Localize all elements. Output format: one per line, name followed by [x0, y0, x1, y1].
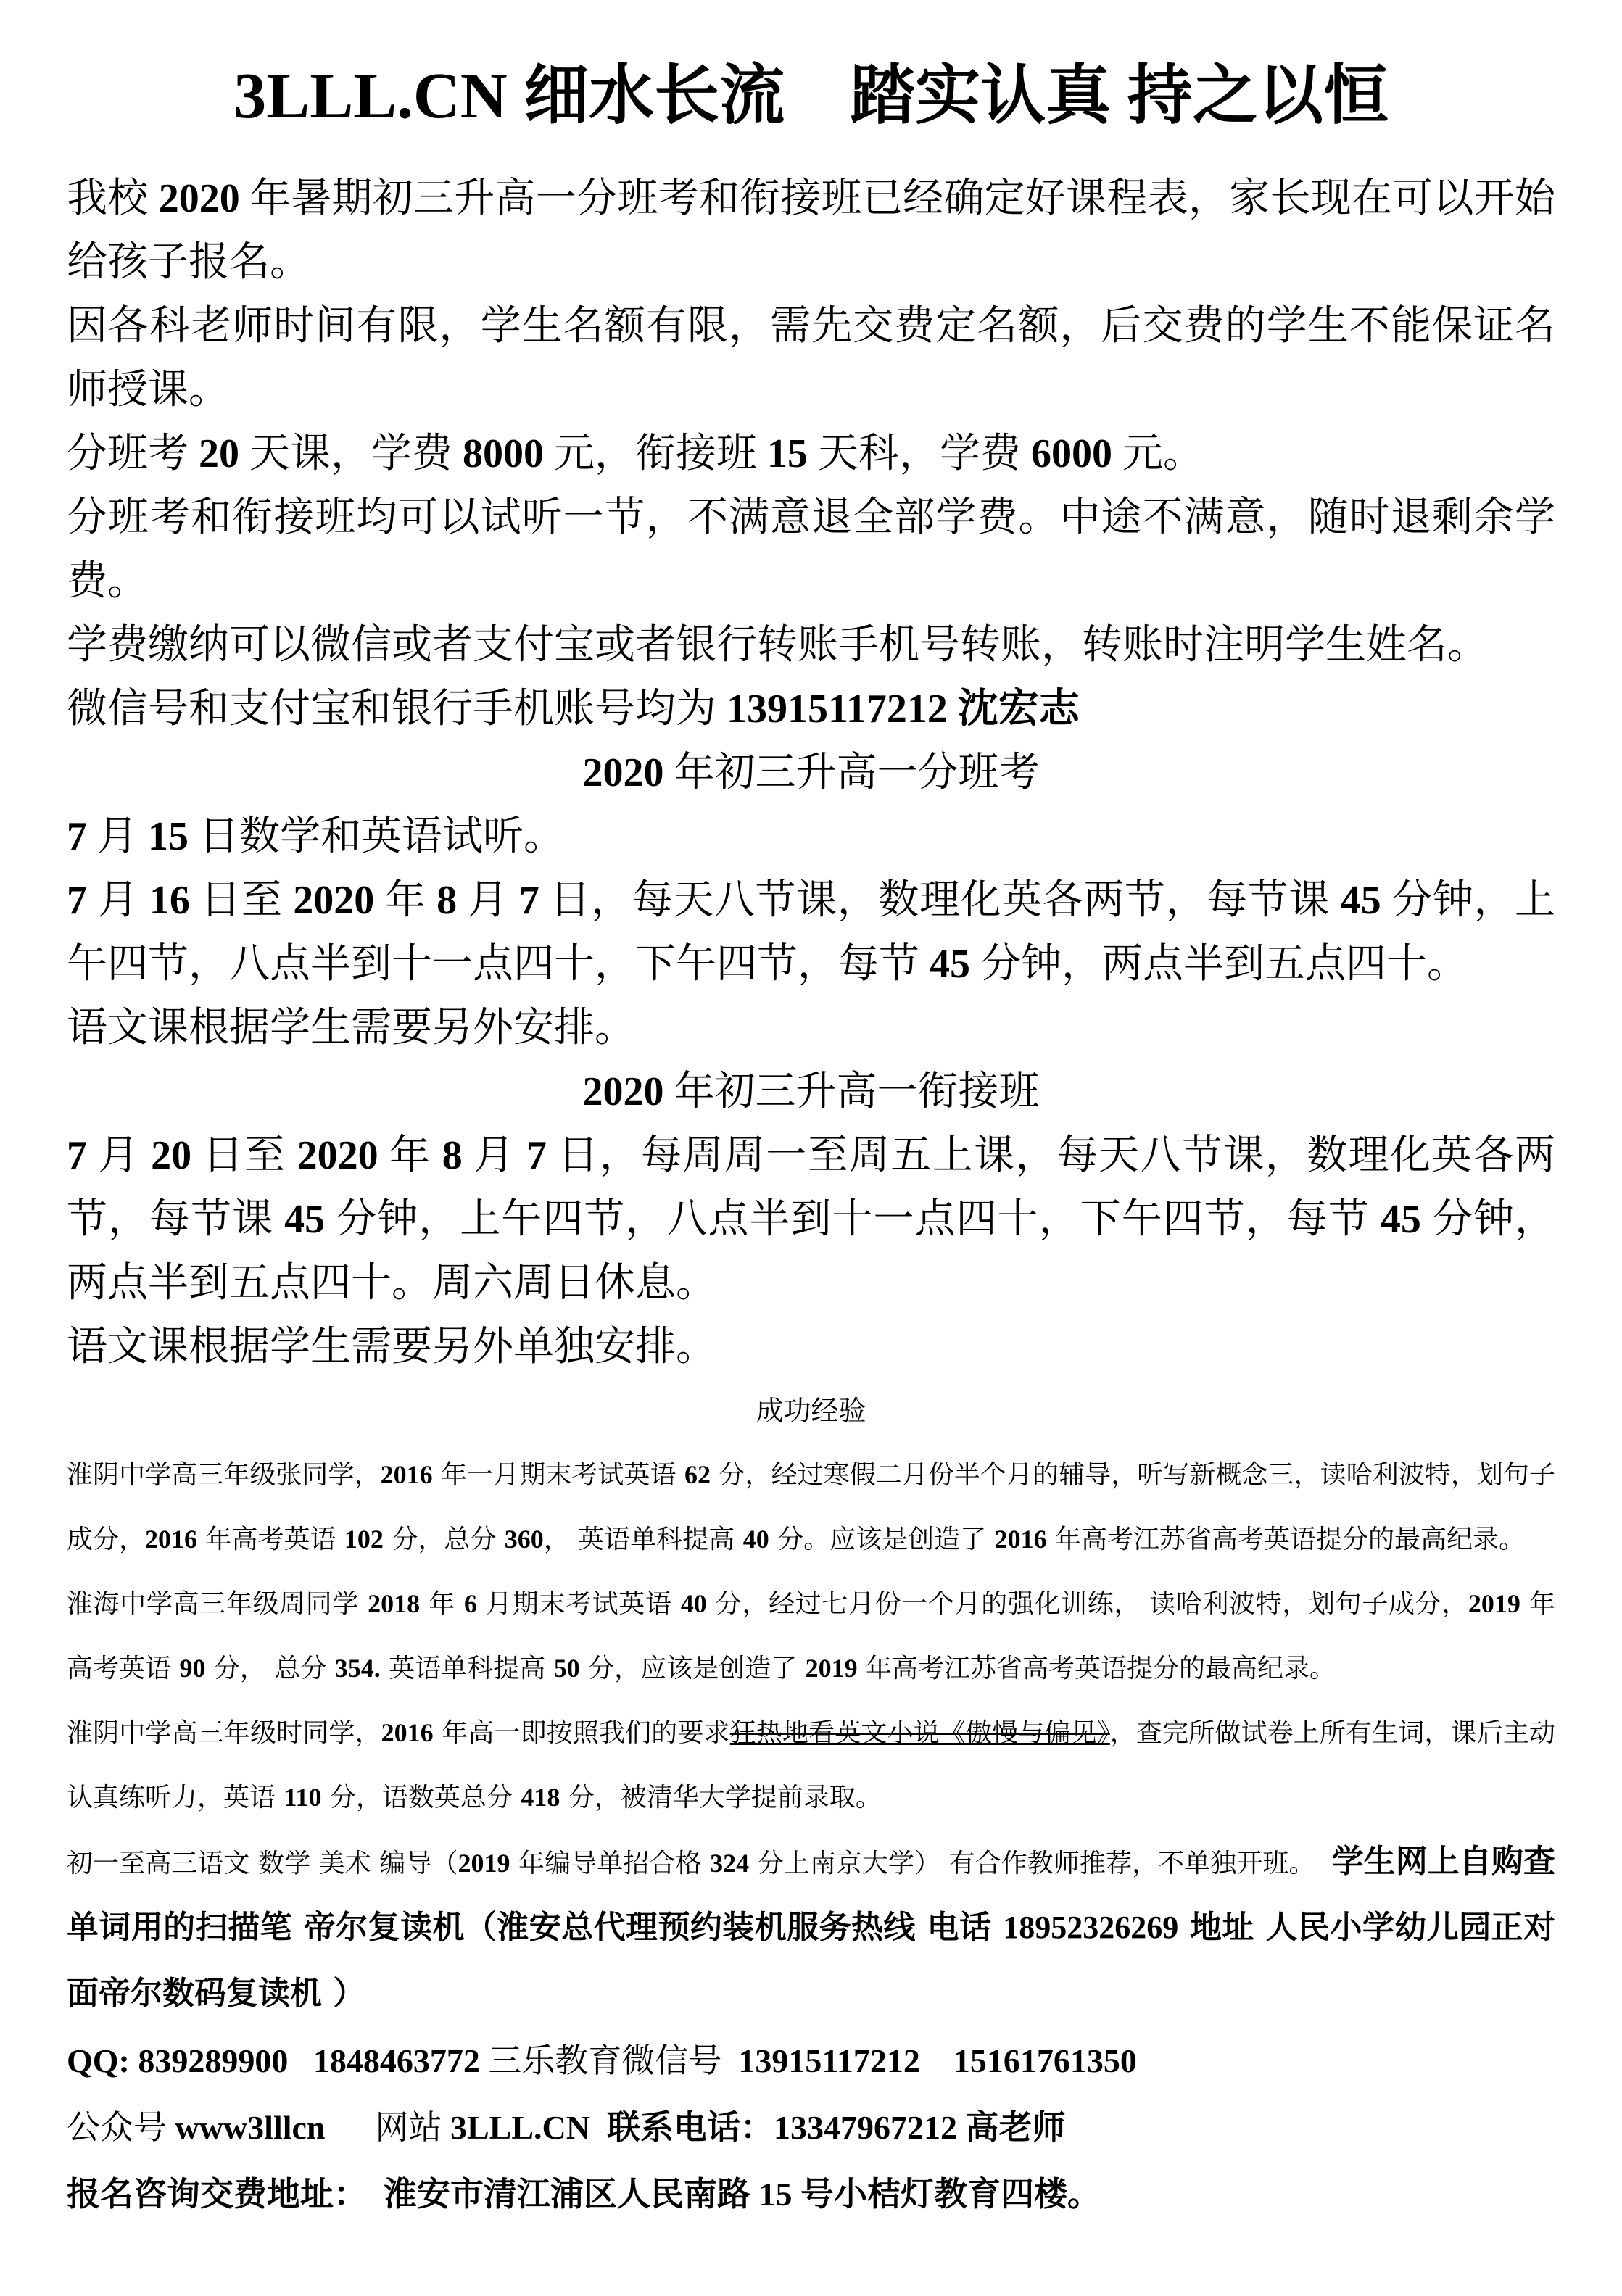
- payment-account-line: [67, 677, 1555, 741]
- courses-scanner-highlight: 学生网上自购查单词用的扫描笔 帝尔复读机（淮安总代理预约装机服务热线 电话 18952326269 地址 人民小学幼儿园正对面帝尔数码复读机 ）: [67, 1843, 1556, 2012]
- placement-exam-chinese-note: 语文课根据学生需要另外安排。: [67, 1006, 635, 1050]
- registration-address-line: 报名咨询交费地址： 淮安市清江浦区人民南路 15 号小桔灯教育四楼。: [67, 2176, 1101, 2213]
- intro-paragraph-quota: 因各科老师时间有限，学生名额有限，需先交费定名额，后交费的学生不能保证名师授课。: [67, 304, 1555, 413]
- success-story-zhang: 淮阴中学高三年级张同学，2016 年一月期末考试英语 62 分，经过寒假二月份半个月的辅导，听写新概念三，读哈利波特，划句子成分，2016 年高考英语 102 分，总分 360， 英语单科提高 40 分。应该是创造了 2016 年高考江苏省高考英语提分的最高纪录。: [67, 1460, 1555, 1554]
- public-account-website: 公众号 www3lllcn 网站 3LLL.CN: [67, 2109, 590, 2146]
- qq-contact-line: QQ: 839289900 1848463772 三乐教育微信号 13915117212 15161761350: [67, 2042, 1137, 2079]
- contact-phone-teacher: 联系电话：13347967212 高老师: [606, 2109, 1066, 2146]
- intro-paragraph-payment-methods: 学费缴纳可以微信或者支付宝或者银行转账手机号转账，转账时注明学生姓名。: [67, 623, 1488, 668]
- intro-paragraph-signup: 我校 2020 年暑期初三升高一分班考和衔接班已经确定好课程表，家长现在可以开始给孩子报名。: [67, 176, 1556, 285]
- public-account-line: [67, 2094, 1555, 2161]
- courses-list: 初一至高三语文 数学 美术 编导（2019 年编导单招合格 324 分上南京大学） 有合作教师推荐，不单独开班。: [67, 1849, 1332, 1878]
- success-heading: 成功经验: [756, 1395, 866, 1427]
- payment-account-prefix: 微信号和支付宝和银行手机账号均为: [67, 687, 727, 732]
- story-shi-before: 淮阴中学高三年级时同学，2016 年高一即按照我们的要求: [67, 1718, 730, 1748]
- section-heading-bridge-class: 2020 年初三升高一衔接班: [582, 1069, 1040, 1114]
- story-shi-strikethrough: 狂热地看英文小说《傲慢与偏见》: [729, 1718, 1110, 1748]
- placement-exam-schedule: 7 月 16 日至 2020 年 8 月 7 日，每天八节课，数理化英各两节，每节课 45 分钟，上午四节，八点半到十一点四十，下午四节，每节 45 分钟，两点半到五点四十。: [67, 878, 1556, 987]
- bridge-class-chinese-note: 语文课根据学生需要另外单独安排。: [67, 1325, 716, 1369]
- payment-account-number: 13915117212 沈宏志: [727, 687, 1080, 732]
- success-story-zhou: 淮海中学高三年级周同学 2018 年 6 月期末考试英语 40 分，经过七月份一个月的强化训练， 读哈利波特，划句子成分，2019 年高考英语 90 分， 总分 354. 英语单科提高 50 分，应该是创造了 2019 年高考江苏省高考英语提分的最高纪录。: [67, 1589, 1555, 1683]
- intro-paragraph-tuition: 分班考 20 天课，学费 8000 元，衔接班 15 天科，学费 6000 元。: [67, 431, 1204, 476]
- page-title: 3LLL.CN 细水长流 踏实认真 持之以恒: [233, 60, 1389, 132]
- success-story-shi: [67, 1701, 1555, 1830]
- story-shi-after: ，查完所做试卷上所有生词，课后主动认真练听力，英语 110 分，语数英总分 418 分，被清华大学提前录取。: [67, 1718, 1555, 1812]
- bridge-class-schedule: 7 月 20 日至 2020 年 8 月 7 日，每周周一至周五上课，每天八节课，数理化英各两节，每节课 45 分钟，上午四节，八点半到十一点四十，下午四节，每节 45 分钟，两点半到五点四十。周六周日休息。: [67, 1133, 1556, 1306]
- intro-paragraph-refund: 分班考和衔接班均可以试听一节，不满意退全部学费。中途不满意，随时退剩余学费。: [67, 495, 1555, 604]
- courses-paragraph: [67, 1830, 1555, 2028]
- section-heading-placement-exam: 2020 年初三升高一分班考: [582, 750, 1040, 795]
- placement-exam-trial-line: 7 月 15 日数学和英语试听。: [67, 814, 564, 859]
